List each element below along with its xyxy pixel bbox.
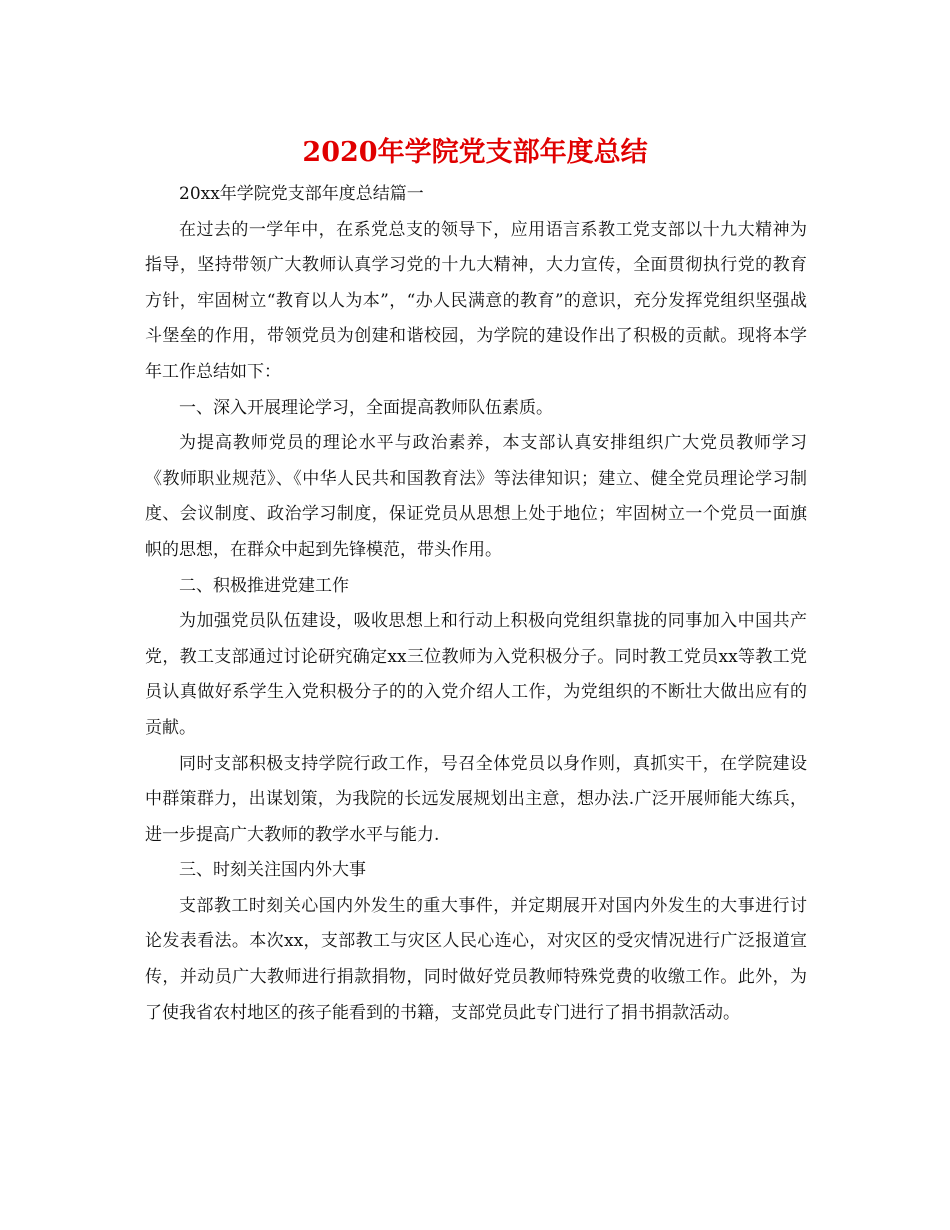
section-heading-3: 三、时刻关注国内外大事 <box>179 860 366 881</box>
section-heading-2: 二、积极推进党建工作 <box>179 575 349 596</box>
section-2-paragraph-2: 同时支部积极支持学院行政工作，号召全体党员以身作则，真抓实干，在学院建设中群策群力，出谋划策，为我院的长远发展规划出主意，想办法.广泛开展师能大练兵，进一步提高广大教师的教学水平与能力. <box>145 753 807 845</box>
intro-paragraph: 在过去的一学年中，在系党总支的领导下，应用语言系教工党支部以十九大精神为指导，坚持带领广大教师认真学习党的十九大精神，大力宣传，全面贯彻执行党的教育方针，牢固树立“教育以人为本”，“办人民满意的教育”的意识，充分发挥党组织坚强战斗堡垒的作用，带领党员为创建和谐校园，为学院的建设作出了积极的贡献。现将本学年工作总结如下： <box>145 219 807 382</box>
section-2-paragraph-1: 为加强党员队伍建设，吸收思想上和行动上积极向党组织靠拢的同事加入中国共产党，教工支部通过讨论研究确定xx三位教师为入党积极分子。同时教工党员xx等教工党员认真做好系学生入党积极分子的的入党介绍人工作，为党组织的不断壮大做出应有的贡献。 <box>145 611 807 738</box>
section-3-paragraph: 支部教工时刻关心国内外发生的重大事件，并定期展开对国内外发生的大事进行讨论发表看法。本次xx，支部教工与灾区人民心连心，对灾区的受灾情况进行广泛报道宣传，并动员广大教师进行捐款捐物，同时做好党员教师特殊党费的收缴工作。此外，为了使我省农村地区的孩子能看到的书籍，支部党员此专门进行了捐书捐款活动。 <box>145 895 807 1023</box>
document-body <box>145 177 807 1031</box>
document-title: 2020年学院党支部年度总结 <box>302 137 648 168</box>
section-1-paragraph: 为提高教师党员的理论水平与政治素养，本支部认真安排组织广大党员教师学习《教师职业规范》、《中华人民共和国教育法》等法律知识；建立、健全党员理论学习制度、会议制度、政治学习制度，保证党员从思想上处于地位；牢固树立一个党员一面旗帜的思想，在群众中起到先锋模范，带头作用。 <box>145 433 807 560</box>
subtitle-paragraph: 20xx年学院党支部年度总结篇一 <box>179 184 424 204</box>
section-heading-1: 一、深入开展理论学习，全面提高教师队伍素质。 <box>179 397 553 418</box>
